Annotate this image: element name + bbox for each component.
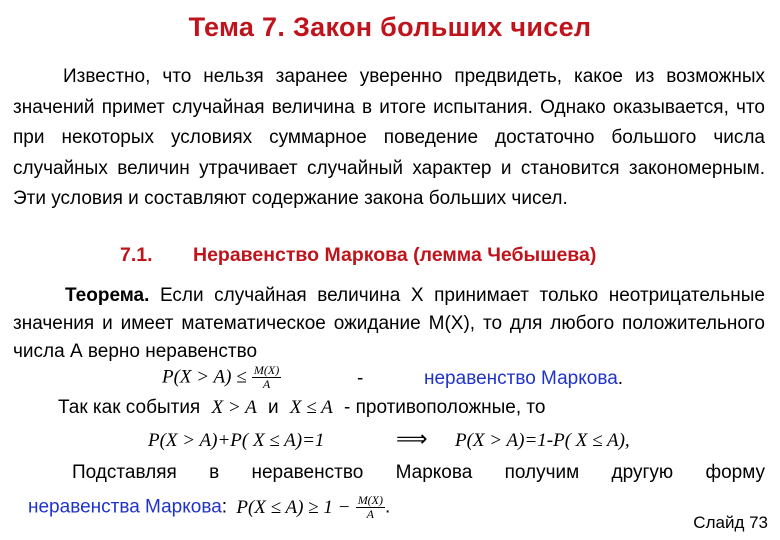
alt-denominator: A (366, 507, 375, 521)
other-form-name: неравенства Маркова (28, 496, 222, 518)
slide-title: Тема 7. Закон больших чисел (188, 12, 592, 42)
section-number: 7.1. (120, 244, 153, 266)
alt-lhs: P(X ≤ A) ≥ 1 − (236, 496, 351, 518)
slide-number: Слайд 73 (693, 513, 768, 532)
dash: - (357, 368, 364, 389)
intro-paragraph: Известно, что нельзя заранее уверенно предвидеть, какое из возможных значений примет случайная величина в итоге испытания. Однако оказывается, что при некоторых условиях суммарное поведение достаточно большого числа случайных величин утрачивает случайный характер и становится закономерным. Эти условия и составляют содержание закона больших чисел. (13, 66, 765, 209)
events-and: и (268, 397, 279, 418)
section-title: Неравенство Маркова (лемма Чебышева) (193, 244, 597, 266)
markov-name-text: неравенство Маркова (424, 368, 618, 389)
alt-fraction (356, 494, 385, 521)
alt-end: . (385, 496, 391, 518)
theorem-text: Если случайная величина Х принимает только неотрицательные значения и имеет математическое ожидание М(Х), то для любого положительного числа А верно неравенство (13, 285, 765, 362)
events-line (58, 397, 546, 419)
event-less-equal: X ≤ A (289, 397, 333, 418)
implies-arrow: ⟹ (396, 426, 428, 451)
events-prefix: Так как события (58, 397, 201, 418)
events-suffix: - противоположные, то (343, 397, 546, 418)
event-greater: X > A (211, 397, 257, 418)
alt-numerator: M(X) (357, 493, 384, 507)
sum-formula: P(X > A)+P( X ≤ A)=1 (148, 430, 325, 451)
markov-inequality (162, 364, 281, 391)
substitute-text: Подставляя в неравенство Маркова получим другую форму (72, 462, 765, 483)
theorem-paragraph (13, 282, 765, 366)
markov-fraction (252, 364, 281, 391)
other-form-colon: : (221, 496, 228, 518)
complement-formula: P(X > A)=1-P( X ≤ A), (455, 430, 630, 451)
markov-name (424, 368, 623, 390)
alt-form-line (28, 494, 390, 521)
fraction-denominator: A (262, 377, 271, 391)
markov-lhs: P(X > A) ≤ (162, 366, 247, 388)
markov-period: . (617, 368, 624, 389)
fraction-numerator: M(X) (253, 363, 280, 377)
theorem-label: Теорема. (65, 285, 150, 306)
